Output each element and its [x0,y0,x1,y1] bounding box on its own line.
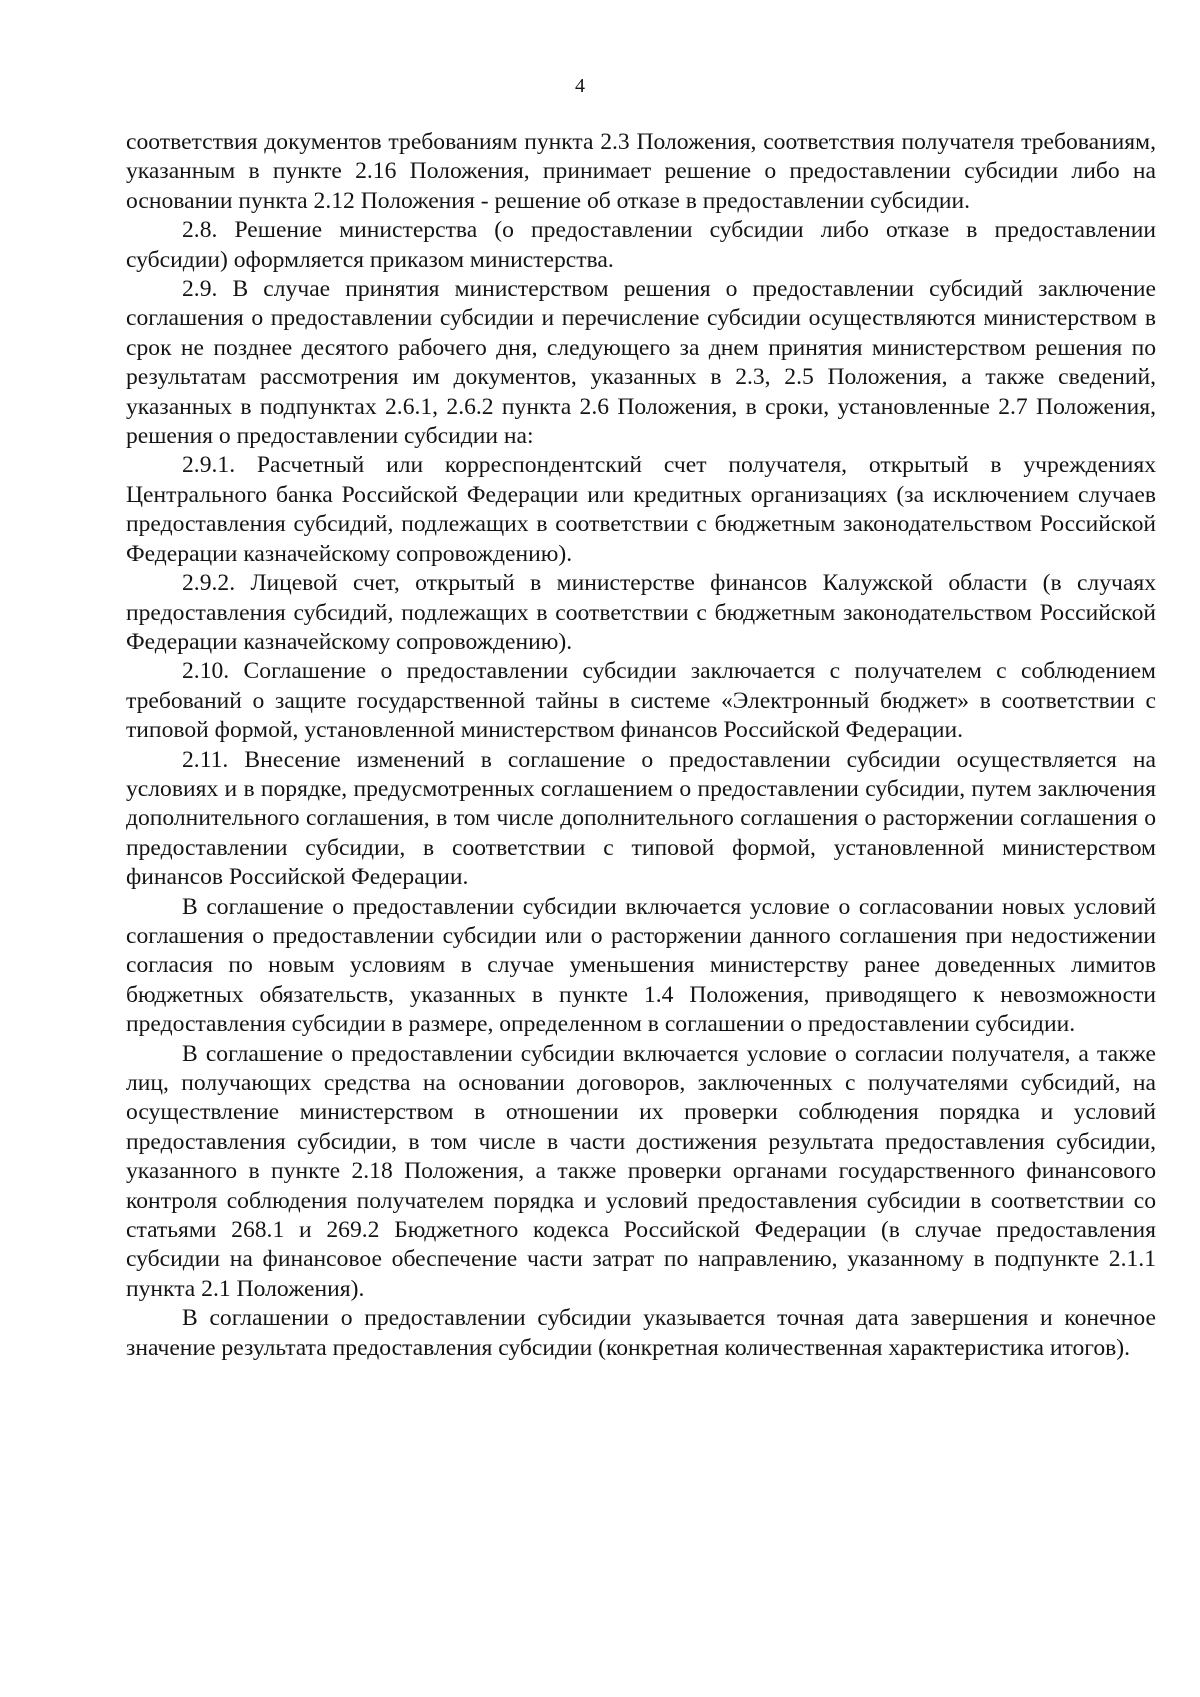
paragraph-2-11: 2.11. Внесение изменений в соглашение о предоставлении субсидии осуществляется на условиях и в порядке, предусмотренных соглашением о предоставлении субсидии, путем заключения дополнительного соглашения, в том числе дополнительного соглашения о расторжении соглашения о предоставлении субсидии, в соответствии с типовой формой, установленной министерством финансов Российской Федерации. [126,746,1156,891]
paragraph-agreement-conditions: В соглашение о предоставлении субсидии включается условие о согласовании новых условий соглашения о предоставлении субсидии или о расторжении данного соглашения при недостижении согласия по новым условиям в случае уменьшения министерству ранее доведенных лимитов бюджетных обязательств, указанных в пункте 1.4 Положения, приводящего к невозможности предоставления субсидии в размере, определенном в соглашении о предоставлении субсидии. [126,893,1156,1038]
document-body [126,128,1156,1363]
page-number: 4 [575,75,585,97]
paragraph-2-9: 2.9. В случае принятия министерством решения о предоставлении субсидий заключение соглашения о предоставлении субсидии и перечисление субсидии осуществляются министерством в срок не позднее десятого рабочего дня, следующего за днем принятия министерством решения по результатам рассмотрения им документов, указанных в 2.3, 2.5 Положения, а также сведений, указанных в подпунктах 2.6.1, 2.6.2 пункта 2.6 Положения, в сроки, установленные 2.7 Положения, решения о предоставлении субсидии на: [126,276,1156,450]
paragraph-continuation: соответствия документов требованиям пункта 2.3 Положения, соответствия получателя требованиям, указанным в пункте 2.16 Положения, принимает решение о предоставлении субсидии либо на основании пункта 2.12 Положения - решение об отказе в предоставлении субсидии. [126,129,1156,214]
paragraph-2-9-1: 2.9.1. Расчетный или корреспондентский счет получателя, открытый в учреждениях Центрального банка Российской Федерации или кредитных организациях (за исключением случаев предоставления субсидий, подлежащих в соответствии с бюджетным законодательством Российской Федерации казначейскому сопровождению). [126,452,1156,567]
paragraph-2-10: 2.10. Соглашение о предоставлении субсидии заключается с получателем с соблюдением требований о защите государственной тайны в системе «Электронный бюджет» в соответствии с типовой формой, установленной министерством финансов Российской Федерации. [126,658,1156,744]
paragraph-2-8: 2.8. Решение министерства (о предоставлении субсидии либо отказе в предоставлении субсидии) оформляется приказом министерства. [126,217,1156,273]
paragraph-completion-date: В соглашении о предоставлении субсидии указывается точная дата завершения и конечное значение результата предоставления субсидии (конкретная количественная характеристика итогов). [126,1305,1156,1361]
paragraph-2-9-2: 2.9.2. Лицевой счет, открытый в министерстве финансов Калужской области (в случаях предоставления субсидий, подлежащих в соответствии с бюджетным законодательством Российской Федерации казначейскому сопровождению). [126,570,1156,655]
paragraph-consent-to-audit: В соглашение о предоставлении субсидии включается условие о согласии получателя, а также лиц, получающих средства на основании договоров, заключенных с получателями субсидий, на осуществление министерством в отношении их проверки соблюдения порядка и условий предоставления субсидии, в том числе в части достижения результата предоставления субсидии, указанного в пункте 2.18 Положения, а также проверки органами государственного финансового контроля соблюдения получателем порядка и условий предоставления субсидии в соответствии со статьями 268.1 и 269.2 Бюджетного кодекса Российской Федерации (в случае предоставления субсидии на финансовое обеспечение части затрат по направлению, указанному в подпункте 2.1.1 пункта 2.1 Положения). [126,1040,1156,1302]
